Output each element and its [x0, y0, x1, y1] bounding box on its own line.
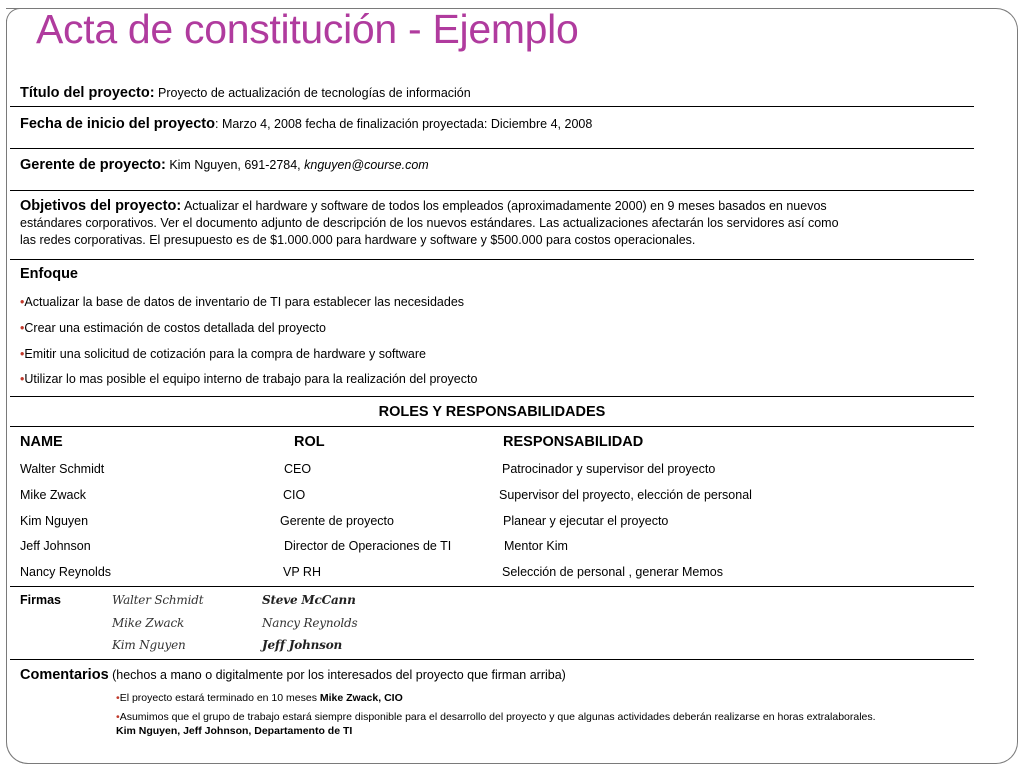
- divider: [10, 190, 974, 191]
- objectives-label: Objetivos del proyecto:: [20, 198, 182, 214]
- role-resp: Selección de personal , generar Memos: [502, 565, 723, 579]
- objectives-line-3: las redes corporativas. El presupuesto es de $1.000.000 para hardware y software y $500.000 para costos operacionales.: [20, 233, 696, 247]
- role-title: Director de Operaciones de TI: [284, 539, 452, 553]
- signature: Walter Schmidt: [112, 593, 204, 607]
- signature: Kim Nguyen: [112, 638, 186, 652]
- objectives-row: [20, 198, 970, 249]
- divider: [10, 659, 974, 660]
- list-item: [20, 294, 970, 311]
- role-title: Gerente de proyecto: [280, 514, 394, 528]
- role-name: Kim Nguyen: [20, 514, 89, 528]
- start-date-label: Fecha de inicio del proyecto: [20, 116, 215, 132]
- scope-label-row: [20, 266, 970, 283]
- scope-label: Enfoque: [20, 266, 78, 282]
- divider: [10, 106, 974, 107]
- role-name: Jeff Johnson: [20, 539, 91, 553]
- bullet-icon: •: [20, 295, 25, 309]
- objectives-line-2: estándares corporativos. Ver el documento adjunto de descripción de los nuevos estándares. Las actualizaciones afectarán los servidores así como: [20, 216, 839, 230]
- role-resp: Mentor Kim: [504, 539, 568, 553]
- project-title-value: Proyecto de actualización de tecnologías de información: [154, 86, 471, 100]
- scope-item-text: Actualizar la base de datos de inventario de TI para establecer las necesidades: [24, 295, 465, 309]
- comment-author: Kim Nguyen, Jeff Johnson, Departamento de TI: [116, 725, 353, 737]
- signature: Jeff Johnson: [262, 638, 343, 652]
- project-title-row: [20, 85, 970, 102]
- roles-header-resp: RESPONSABILIDAD: [503, 434, 644, 450]
- list-item: [20, 371, 970, 388]
- scope-item-text: Crear una estimación de costos detallada del proyecto: [24, 321, 326, 335]
- comment-author: Mike Zwack, CIO: [319, 692, 403, 704]
- roles-header-name: NAME: [20, 434, 63, 450]
- list-item: [20, 346, 970, 363]
- bullet-icon: •: [20, 321, 25, 335]
- role-title: VP RH: [283, 565, 321, 579]
- divider: [10, 259, 974, 260]
- objectives-line-1: Actualizar el hardware y software de todos los empleados (aproximadamente 2000) en 9 meses basados en nuevos: [181, 199, 827, 213]
- comment-text: El proyecto estará terminado en 10 meses: [119, 692, 320, 704]
- scope-item-text: Utilizar lo mas posible el equipo interno de trabajo para la realización del proyecto: [24, 372, 478, 386]
- scope-item-text: Emitir una solicitud de cotización para la compra de hardware y software: [24, 347, 426, 361]
- comments-row: [20, 667, 970, 684]
- start-date-row: [20, 116, 970, 133]
- manager-value: Kim Nguyen, 691-2784,: [165, 158, 305, 172]
- bullet-icon: •: [20, 347, 25, 361]
- project-title-sep: :: [149, 85, 155, 101]
- bullet-icon: •: [116, 711, 120, 723]
- role-title: CEO: [284, 462, 312, 476]
- page-title: Acta de constitución - Ejemplo: [36, 6, 579, 52]
- role-name: Walter Schmidt: [20, 462, 105, 476]
- comments-label: Comentarios: [20, 667, 109, 683]
- role-name: Nancy Reynolds: [20, 565, 112, 579]
- divider: [10, 426, 974, 427]
- roles-title: ROLES Y RESPONSABILIDADES: [378, 404, 606, 420]
- list-item: [20, 320, 970, 337]
- signature: Mike Zwack: [112, 616, 185, 630]
- role-resp: Patrocinador y supervisor del proyecto: [502, 462, 716, 476]
- bullet-icon: •: [116, 692, 120, 704]
- role-name: Mike Zwack: [20, 488, 86, 502]
- role-resp: Planear y ejecutar el proyecto: [503, 514, 669, 528]
- comment-item: [116, 691, 403, 705]
- divider: [10, 396, 974, 397]
- manager-row: [20, 157, 970, 174]
- comment-item: [116, 710, 876, 738]
- comments-value: (hechos a mano o digitalmente por los interesados del proyecto que firman arriba): [108, 668, 566, 682]
- signature: Steve McCann: [262, 593, 356, 607]
- signature: Nancy Reynolds: [262, 616, 358, 630]
- divider: [10, 148, 974, 149]
- signatures-label: Firmas: [20, 593, 61, 607]
- comment-text: Asumimos que el grupo de trabajo estará siempre disponible para el desarrollo del proyecto y que algunas actividades deberán realizarse en horas extralaborales.: [119, 711, 876, 723]
- role-resp: Supervisor del proyecto, elección de personal: [499, 488, 752, 502]
- bullet-icon: •: [20, 372, 25, 386]
- role-title: CIO: [283, 488, 306, 502]
- start-date-value: : Marzo 4, 2008 fecha de finalización proyectada: Diciembre 4, 2008: [215, 117, 593, 131]
- project-title-label: Título del proyecto: [20, 85, 150, 101]
- manager-label: Gerente de proyecto:: [20, 157, 166, 173]
- manager-email: knguyen@course.com: [304, 158, 429, 172]
- divider: [10, 586, 974, 587]
- roles-header-role: ROL: [294, 434, 325, 450]
